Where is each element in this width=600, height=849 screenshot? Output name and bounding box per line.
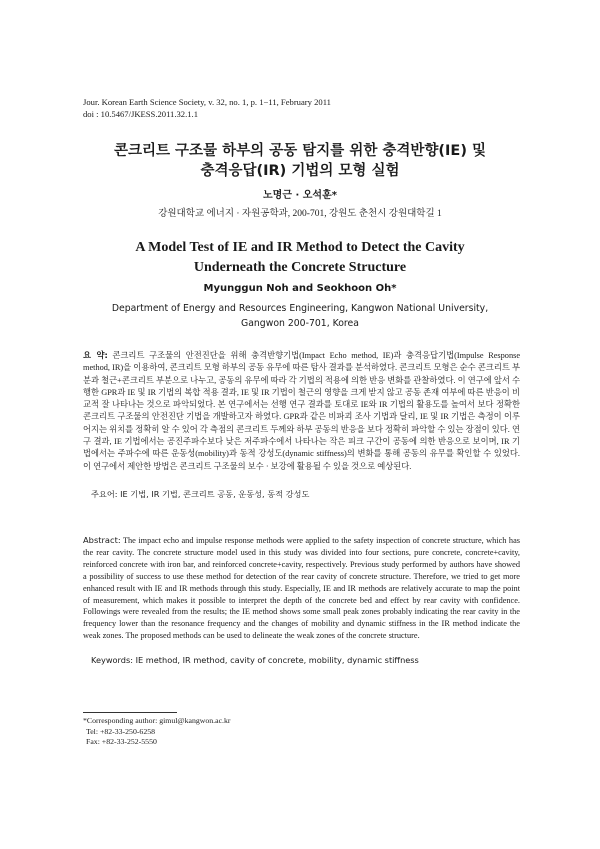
korean-title-line-1: 콘크리트 구조물 하부의 공동 탐지를 위한 충격반향(IE) 및	[113, 143, 487, 159]
english-title-line-1: A Model Test of IE and IR Method to Detect the Cavity	[135, 240, 465, 255]
korean-title-line-2: 충격응답(IR) 기법의 모형 실험	[200, 163, 400, 179]
english-abstract	[83, 535, 520, 642]
korean-authors: 노명근 · 오석훈*	[263, 190, 337, 201]
korean-keywords: 주요어: IE 기법, IR 기법, 콘크리트 공동, 운동성, 동적 강성도	[91, 489, 310, 499]
footnote-corresponding-author: *Corresponding author: gimul@kangwon.ac.kr	[83, 716, 231, 725]
english-authors: Myunggun Noh and Seokhoon Oh*	[203, 283, 397, 294]
english-title	[60, 238, 540, 278]
footnote	[83, 716, 231, 748]
korean-title	[60, 141, 540, 181]
english-affiliation-line-2: Gangwon 200-701, Korea	[241, 318, 359, 329]
journal-doi: doi : 10.5467/JKESS.2011.32.1.1	[83, 108, 198, 119]
footnote-divider	[83, 712, 177, 713]
english-abstract-text: The impact echo and impulse response methods were applied to the safety inspection of concrete structure, which has the rear cavity. The concrete structure model used in this study was divided into four sections, pure concrete, concrete+cavity, reinforced concrete with iron bar, and reinforced concrete+cavity, respectively. Previous study performed by authors have showed a possibility of success to use these method for detection of the rear cavity of concrete structure. Therefore, we tried to get more enhanced result with IE and IR methods through this study. Especially, IE and IR methods are relatively accurate to map the point of measurement, which makes it possible to interpret the depth of the concrete bed and effect by rear cavity with confidence. Followings were revealed from the results; the IE method shows some small peak zones probably indicating the rear cavity in the frequency lower than the resonance frequency and the changes of mobility and dynamic stiffness in the IR method indicate the weak zones. The proposed methods can be used to delineate the weak zones of the concrete structure.	[83, 536, 520, 641]
english-affiliation	[60, 301, 540, 331]
footnote-tel: Tel: +82-33-250-6258	[86, 726, 156, 736]
korean-affiliation: 강원대학교 에너지 · 자원공학과, 200-701, 강원도 춘천시 강원대학길 1	[158, 209, 442, 219]
english-abstract-label: Abstract:	[83, 535, 121, 545]
english-affiliation-line-1: Department of Energy and Resources Engineering, Kangwon National University,	[111, 303, 489, 314]
english-title-line-2: Underneath the Concrete Structure	[193, 260, 407, 275]
footnote-fax: Fax: +82-33-252-5550	[86, 737, 157, 746]
journal-citation: Jour. Korean Earth Science Society, v. 32, no. 1, p. 1−11, February 2011	[83, 97, 331, 107]
english-keywords: Keywords: IE method, IR method, cavity of concrete, mobility, dynamic stiffness	[91, 655, 419, 665]
korean-abstract-label: 요 약:	[83, 350, 108, 360]
journal-header	[83, 97, 331, 120]
korean-abstract	[83, 349, 520, 473]
korean-abstract-text: 콘크리트 구조물의 안전진단을 위해 충격반향기법(Impact Echo method, IE)과 충격응답기법(Impulse Response method, IR)을 이용하여, 콘크리트 모형 하부의 공동 유무에 따른 탐사 결과를 분석하였다. 콘크리트 모형은 순수 콘크리트 부분과 철근+콘크리트 부분으로 나누고, 공동의 유무에 따라 각 기법의 적용에 의한 반응 변화를 관찰하였다. 이 연구에 앞서 수행한 GPR과 IE 및 IR 기법의 복합 적용 결과, IE 및 IR 기법이 철근의 영향을 크게 받지 않고 공동 존재 여부에 따른 반응이 비교적 잘 나타나는 것으로 파악되었다. 본 연구에서는 선행 연구 결과를 토대로 IE와 IR 기법의 활용도를 높여서 보다 정확한 콘크리트 구조물의 안전진단 기법을 개발하고자 하였다. GPR과 같은 비파괴 조사 기법과 달리, IE 및 IR 기법은 측정이 이루어지는 위치를 정확히 알 수 있어 각 측점의 콘크리트 두께와 하부 공동의 반응을 보다 정확히 파악할 수 있는 장점이 있다. 연구 결과, IE 기법에서는 공진주파수보다 낮은 저주파수에서 나타나는 작은 피크 구간이 공동에 의한 반응으로 보이며, IR 기법에서는 주파수에 따른 운동성(mobility)과 동적 강성도(dynamic stiffness)의 변화를 통해 공동의 유무를 확인할 수 있었다. 이 연구에서 제안한 방법은 콘크리트 구조물의 보수 · 보강에 활용될 수 있을 것으로 예상된다.	[83, 351, 521, 471]
